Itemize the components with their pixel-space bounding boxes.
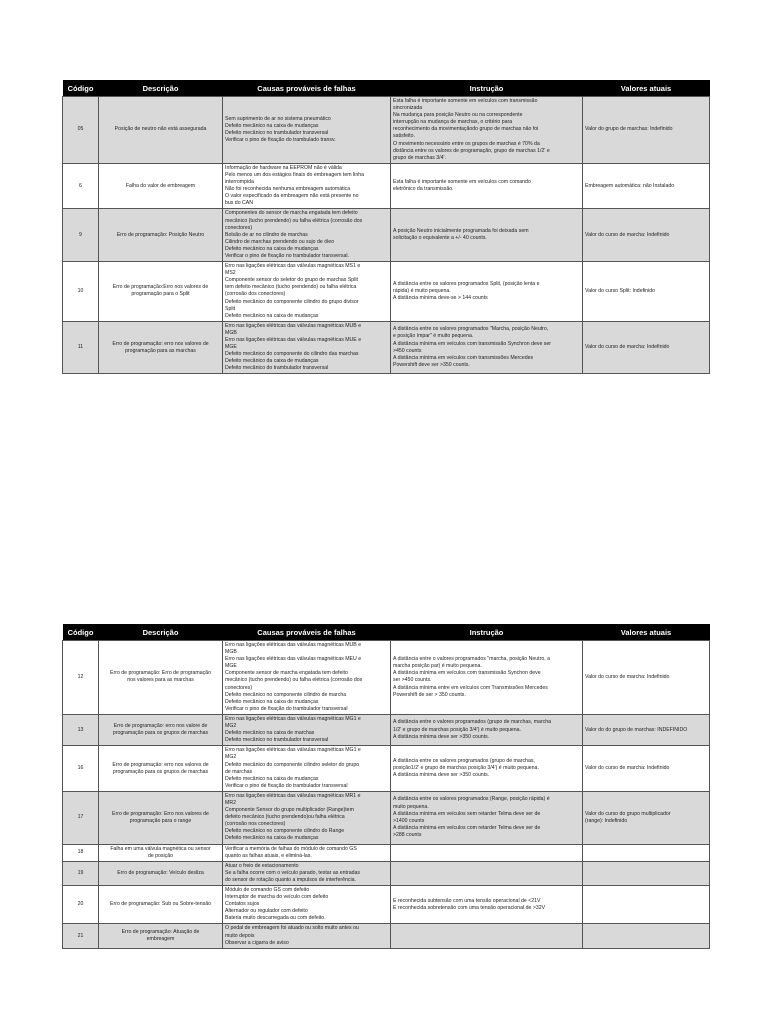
cell-causes-line: Componentes do sensor de marcha engatada tem defeito (225, 210, 358, 217)
cell-causes-line: mecânico (tucho prendendo) ou falha elétrica (corrosão dos (225, 217, 363, 224)
cell-causes-line: MGE (225, 663, 237, 670)
cell-causes-line: Defeito mecânico na caixa de mudanças (225, 312, 319, 319)
cell-causes-line: conectores) (225, 684, 253, 691)
cell-current-values (583, 321, 710, 374)
cell-instruction-line: A distância mínima entre em veículos com Transmissões Mercedes (393, 684, 548, 691)
cell-causes-line: Defeito mecânico do componente cilindro do grupo divisor (225, 298, 359, 305)
cell-causes-line: Erro nas ligações elétricas das válvulas magnéticas MUB e (225, 322, 362, 329)
cell-causes-line: Defeito mecânico do trambulador transversal (225, 365, 329, 372)
cell-causes-line: Atuar o freio de estacionamento (225, 862, 299, 869)
cell-instruction-line: A distância entre o valores programados "marcha, posição Neutro, a (393, 656, 550, 663)
cell-causes-line: conectores) (225, 224, 253, 231)
cell-instruction-line: solicitação o equivalente a +/- 40 counts. (393, 235, 487, 242)
cell-causes-line: Pelo menos um dos estágios finais do embreagem tem linha (225, 171, 364, 178)
header-instruction: Instrução (391, 624, 583, 641)
cell-causes-line: MGE (225, 344, 237, 351)
cell-instruction-line: Na mudança para posição Neutro ou na correspondente (393, 112, 523, 119)
cell-current-values-line: Valor do curso do grupo multiplicador (585, 810, 671, 817)
cell-causes (223, 924, 391, 948)
cell-causes-line: MGB (225, 329, 237, 336)
cell-description-line: programação para os grupos de marchas (112, 768, 209, 775)
cell-description (99, 791, 223, 844)
cell-causes (223, 97, 391, 164)
cell-causes-line: do sensor de rotação quanto a impulsos de interferência. (225, 876, 356, 883)
table-row (63, 209, 710, 262)
cell-code: 11 (63, 321, 99, 374)
cell-instruction-line: A distância mínima em veículos sem retarder Telma deve ser de (393, 810, 541, 817)
cell-current-values (583, 746, 710, 792)
cell-causes-line: Erro nas ligações elétricas das válvulas magnéticas MS1 e (225, 263, 361, 270)
cell-causes-line: Defeito mecânico da caixa de mudanças (225, 358, 319, 365)
cell-causes-line: defeito mecânico (tucho prendendo)ou falha elétrica (225, 814, 345, 821)
cell-causes-line: tem defeito mecânico (tucho prendendo) ou falha elétrica (225, 284, 357, 291)
cell-instruction (391, 746, 583, 792)
cell-description-line: programação para as marchas (125, 347, 196, 354)
header-description: Descrição (99, 80, 223, 97)
cell-causes-line: Defeito mecânico na caixa de mudanças (225, 698, 319, 705)
cell-instruction (391, 209, 583, 262)
cell-instruction-line: A distância entre os valores programados "Marcha, posição Neutro, (393, 326, 549, 333)
cell-instruction-line: rápida) é muito pequena. (393, 287, 451, 294)
header-description: Descrição (99, 624, 223, 641)
cell-instruction-line: interrupção na mudança de marchas, o critério para (393, 119, 513, 126)
cell-instruction (391, 321, 583, 374)
cell-description-line: Falha do valor de embreagem (125, 182, 196, 189)
cell-description-line: programação para o range (129, 817, 192, 824)
cell-current-values-line: Valor do curso de marcha: Indefinido (585, 673, 670, 680)
cell-current-values (583, 262, 710, 322)
header-current-values: Valores atuais (583, 80, 710, 97)
cell-description-line: embreagem (146, 936, 175, 943)
cell-causes-line: Verificar a memória de falhas do módulo de comando GS (225, 845, 357, 852)
cell-description-line: Posição de neutro não está assegurada (114, 126, 207, 133)
cell-causes-line: interrompida (225, 179, 254, 186)
cell-causes-line: Sem suprimento de ar no sistema pneumático (225, 115, 331, 122)
cell-instruction-line: reconhecimento da movimentaçãodo grupo de marchas não foi (393, 126, 539, 133)
table-header-row (63, 80, 710, 97)
cell-causes-line: Verificar o pino de fixação do trambulador transversal (225, 705, 348, 712)
cell-instruction (391, 861, 583, 885)
table-row (63, 861, 710, 885)
cell-causes-line: (corrosão dos conectores) (225, 291, 286, 298)
cell-causes-line: Erro nas ligações elétricas das válvulas magnéticas MG1 e (225, 747, 361, 754)
table-row (63, 714, 710, 745)
cell-description-line: Erro de programação: Posição Neutro (116, 231, 205, 238)
cell-current-values-line: Valor do do grupo de marchas: INDEFINIDO (585, 726, 688, 733)
cell-causes-line: Verificar o pino de fixação do trambulador transversal (225, 782, 348, 789)
cell-code: 17 (63, 791, 99, 844)
cell-instruction-line: grupo de marchas 3/4'. (393, 154, 446, 161)
fault-code-table-2 (62, 624, 710, 949)
cell-description (99, 321, 223, 374)
cell-code: 10 (63, 262, 99, 322)
cell-causes (223, 163, 391, 209)
cell-instruction-line: A distância mínima deve ser >350 counts. (393, 772, 490, 779)
cell-instruction-line: distância entre os valores de programação, grupo de marchas 1/2' e (393, 147, 550, 154)
table-row (63, 791, 710, 844)
cell-instruction-line: >450 counts (393, 347, 422, 354)
table-row (63, 924, 710, 948)
cell-instruction-line: posição1/2' e grupo de marchas posição 3/4') é muito pequena. (393, 765, 539, 772)
cell-causes-line: O pedal de embreagem foi atuado ou solto muito antes ou (225, 925, 359, 932)
table-row (63, 321, 710, 374)
cell-causes-line: Defeito mecânico na caixa de marchas (225, 730, 315, 737)
table-row (63, 262, 710, 322)
table-row (63, 886, 710, 924)
cell-causes-line: Defeito mecânico no componente cilindro do Range (225, 828, 345, 835)
cell-causes-line: Defeito mecânico na caixa de mudanças (225, 245, 319, 252)
table-row (63, 641, 710, 715)
cell-causes (223, 641, 391, 715)
cell-causes-line: Erro nas ligações elétricas das válvulas magnéticas MR1 e (225, 792, 361, 799)
cell-current-values (583, 641, 710, 715)
table-header-row (63, 624, 710, 641)
cell-instruction-line: A distância mínima em veículos com transmissão Synchron deve ser (393, 340, 551, 347)
cell-current-values (583, 886, 710, 924)
cell-causes-line: Cilindro de marchas prendendo ou sujo de óleo (225, 238, 335, 245)
cell-current-values-line: Valor do curso Split: Indefinido (585, 287, 655, 294)
cell-code: 20 (63, 886, 99, 924)
cell-causes-line: Defeito mecânico no componente cilindro de marcha (225, 691, 347, 698)
cell-instruction (391, 924, 583, 948)
cell-description-line: Erro de programação: Erro nos valores de (112, 810, 209, 817)
cell-description (99, 97, 223, 164)
cell-causes-line: Verificar o pino de fixação no trambulador transversal. (225, 252, 349, 259)
header-causes: Causas prováveis de falhas (223, 80, 391, 97)
cell-description-line: Erro de programação:Erro nos valores de (112, 284, 209, 291)
cell-causes-line: Informação de hardware na EEPROM não é válida (225, 164, 342, 171)
cell-causes-line: MG2 (225, 754, 237, 761)
cell-description-line: Erro de programação: Sub ou Sobre-tensão (110, 901, 211, 908)
cell-current-values (583, 924, 710, 948)
cell-description-line: programação para o Split (131, 291, 190, 298)
cell-current-values (583, 209, 710, 262)
cell-causes-line: O valor especificado da embreagem não está presente no (225, 193, 359, 200)
cell-instruction (391, 844, 583, 861)
cell-causes-line: Componente sensor do seletor do grupo de marchas Split (225, 277, 358, 284)
cell-causes (223, 886, 391, 924)
cell-current-values-line: Valor do curso de marcha: Indefinido (585, 344, 670, 351)
cell-description-line: nos valores para as marchas (127, 677, 194, 684)
cell-code: 12 (63, 641, 99, 715)
cell-description (99, 844, 223, 861)
cell-code: 9 (63, 209, 99, 262)
cell-instruction-line: Esta falha é importante somente em veículos com transmissão (393, 98, 538, 104)
cell-instruction-line: É reconhecida subtensão com uma tensão operacional de <21V (393, 897, 541, 904)
cell-instruction-line: 1/2' e grupo de marchas posição 3/4') é muito pequena. (393, 726, 522, 733)
cell-description (99, 924, 223, 948)
cell-instruction-line: A distância mínima deve ser >350 counts. (393, 733, 490, 740)
cell-code: 13 (63, 714, 99, 745)
cell-causes-line: Defeito mecânico do componente cilindro seletor do grupo (225, 761, 360, 768)
cell-instruction-line: É reconhecida sobretensão com uma tensão operacional de >32V (393, 904, 546, 911)
cell-causes-line: Split (225, 305, 236, 312)
cell-instruction-line: A distância entre os valores programados Split, (posição lenta e (393, 280, 540, 287)
cell-current-values-line: Valor do curso de marcha: Indefinido (585, 231, 670, 238)
cell-description (99, 209, 223, 262)
cell-instruction (391, 641, 583, 715)
cell-instruction-line: >288 counts (393, 831, 422, 838)
cell-causes-line: Módulo de comando GS com defeito (225, 887, 310, 893)
cell-instruction-line: A posição Neutro inicialmente programada foi deixada sem (393, 228, 529, 235)
cell-causes-line: Componente Sensor do grupo multiplicador (Range)tem (225, 807, 354, 814)
cell-current-values-line: (range): Indefinido (585, 817, 628, 824)
cell-causes (223, 844, 391, 861)
table-row (63, 97, 710, 164)
cell-causes-line: Erro nas ligações elétricas das válvulas magnéticas MEU e (225, 656, 362, 663)
cell-causes-line: MS2 (225, 270, 236, 277)
cell-code: 16 (63, 746, 99, 792)
cell-code: 6 (63, 163, 99, 209)
cell-description-line: Erro de programação: erro nos valores de (112, 340, 209, 347)
cell-instruction (391, 714, 583, 745)
cell-causes-line: Defeito mecânico na caixa de mudanças (225, 775, 319, 782)
cell-causes-line: de marchas (225, 768, 253, 775)
cell-causes (223, 791, 391, 844)
cell-description (99, 641, 223, 715)
cell-instruction-line: Powershift deve ser >350 counts. (393, 361, 470, 368)
cell-causes-line: Erro nas ligações elétricas das válvulas magnéticas MUE e (225, 337, 362, 343)
cell-description-line: Erro de programação: Atuação de (121, 929, 200, 936)
table-row (63, 163, 710, 209)
cell-current-values-line: Valor do grupo de marchas: Indefinido (585, 126, 673, 133)
cell-current-values (583, 844, 710, 861)
cell-current-values (583, 791, 710, 844)
cell-code: 19 (63, 861, 99, 885)
cell-causes-line: MGB (225, 649, 237, 656)
cell-causes-line: bus do CAN (225, 200, 253, 207)
cell-instruction (391, 163, 583, 209)
cell-code: 21 (63, 924, 99, 948)
cell-causes-line: Observar a cigarra de aviso (225, 939, 289, 946)
cell-instruction-line: A distância entre os valores programados (grupo de marchas, (393, 757, 535, 764)
cell-causes-line: Defeito mecânico na caixa de mudanças (225, 835, 319, 842)
cell-causes-line: Componente sensor de marcha engatada tem defeito (225, 670, 348, 677)
cell-current-values (583, 97, 710, 164)
cell-instruction-line: eletrônico da transmissão. (393, 186, 454, 193)
cell-instruction (391, 97, 583, 164)
cell-description (99, 746, 223, 792)
cell-description (99, 163, 223, 209)
cell-causes-line: Erro nas ligações elétricas das válvulas magnéticas MUB e (225, 642, 362, 648)
cell-description (99, 714, 223, 745)
cell-instruction (391, 791, 583, 844)
cell-causes-line: Interruptor de marcha do veículo com defeito (225, 894, 329, 901)
cell-causes-line: MR2 (225, 799, 236, 806)
cell-current-values (583, 714, 710, 745)
cell-causes-line: Verificar o pino de fixação do trambulado transv. (225, 137, 336, 144)
header-current-values: Valores atuais (583, 624, 710, 641)
table-row (63, 746, 710, 792)
cell-description-line: de posição (147, 852, 174, 859)
cell-instruction-line: muito pequena. (393, 803, 429, 810)
cell-current-values (583, 163, 710, 209)
cell-description-line: Falha em uma válvula magnética ou sensor (110, 845, 211, 852)
cell-instruction-line: >1400 counts (393, 817, 425, 824)
cell-causes-line: Erro nas ligações elétricas das válvulas magnéticas MG1 e (225, 715, 361, 722)
cell-causes (223, 262, 391, 322)
cell-causes (223, 746, 391, 792)
cell-instruction-line: A distância mínima deve-se > 144 counts (393, 294, 488, 301)
cell-current-values (583, 861, 710, 885)
cell-causes-line: Defeito mecânico do componente do cilindro das marchas (225, 351, 359, 358)
cell-description-line: Erro de programação: erro nos valore de (113, 723, 208, 730)
cell-causes-line: (corrosão nos conectores) (225, 821, 286, 828)
cell-description-line: Erro de programação: Erro de programação (110, 670, 211, 677)
cell-description-line: programação para os grupos de marchas (112, 730, 209, 737)
cell-causes (223, 321, 391, 374)
header-code: Código (63, 80, 99, 97)
cell-instruction-line: A distância mínima em veículos com transmissões Mercedes (393, 354, 534, 361)
cell-instruction-line: A distância mínima em veículos com retarder Telma deve ser de (393, 824, 541, 831)
cell-instruction-line: satisfeito. (393, 133, 415, 140)
cell-causes-line: Defeito mecânico no trambulador transversal (225, 737, 329, 744)
cell-description (99, 886, 223, 924)
header-code: Código (63, 624, 99, 641)
cell-instruction-line: A distância entre os valores programados (Range, posição rápida) é (393, 796, 550, 803)
table-row (63, 844, 710, 861)
cell-instruction-line: A distância mínima em veículos com transmissão Synchon deve (393, 670, 541, 677)
cell-causes (223, 209, 391, 262)
cell-causes-line: mecânico (tucho prendendo) ou falha elétrica (corrosão dos (225, 677, 363, 684)
cell-causes (223, 714, 391, 745)
cell-instruction-line: Esta falha é importante somente em veículos com comando (393, 179, 531, 186)
cell-instruction-line: marcha posição par) é muito pequena. (393, 663, 482, 670)
cell-code: 05 (63, 97, 99, 164)
cell-causes-line: MG2 (225, 723, 237, 730)
cell-instruction (391, 886, 583, 924)
cell-causes-line: Defeito mecânico no trambulador transversal (225, 129, 329, 136)
cell-causes-line: Defeito mecânico na caixa de mudanças (225, 122, 319, 129)
cell-causes-line: Não foi reconhecida nenhuma embreagem automática (225, 186, 351, 193)
cell-instruction-line: e posição ímpar" é muito pequena. (393, 333, 474, 340)
header-causes: Causas prováveis de falhas (223, 624, 391, 641)
cell-description (99, 861, 223, 885)
cell-description (99, 262, 223, 322)
cell-instruction-line: sincronizada (393, 105, 423, 112)
cell-current-values-line: Embreagem automática: não Instalado (585, 182, 675, 189)
header-instruction: Instrução (391, 80, 583, 97)
cell-causes-line: muito depois (225, 932, 255, 939)
cell-causes-line: Bateria muito descarregada ou com defeito. (225, 915, 326, 922)
cell-instruction-line: ser >450 counts. (393, 677, 432, 684)
cell-instruction (391, 262, 583, 322)
cell-causes-line: quanto as falhas atuais, e eliminá-las. (225, 852, 312, 859)
cell-causes-line: Bolsão de ar no cilindro de marchas (225, 231, 308, 238)
cell-causes-line: Alternador ou regulador com defeito (225, 908, 308, 915)
cell-instruction-line: Powershift de ser > 350 counts. (393, 691, 466, 698)
cell-causes-line: Se a falha ocorre com o veículo parado, testar as entradas (225, 869, 360, 876)
cell-instruction-line: O movimento necessário entre os grupos de marchas é 70% da (393, 140, 540, 147)
cell-code: 18 (63, 844, 99, 861)
cell-description-line: Erro de programação: erro nos valores de (112, 761, 209, 768)
cell-current-values-line: Valor do curso de marcha: Indefinido (585, 765, 670, 772)
cell-description-line: Erro de programação: Veículo desliza (117, 869, 204, 876)
cell-causes-line: Contatos sujos (225, 901, 260, 908)
fault-code-table-1 (62, 80, 710, 374)
cell-causes (223, 861, 391, 885)
cell-instruction-line: A distância entre o valores programados (grupo de marchas, marcha (393, 719, 552, 726)
